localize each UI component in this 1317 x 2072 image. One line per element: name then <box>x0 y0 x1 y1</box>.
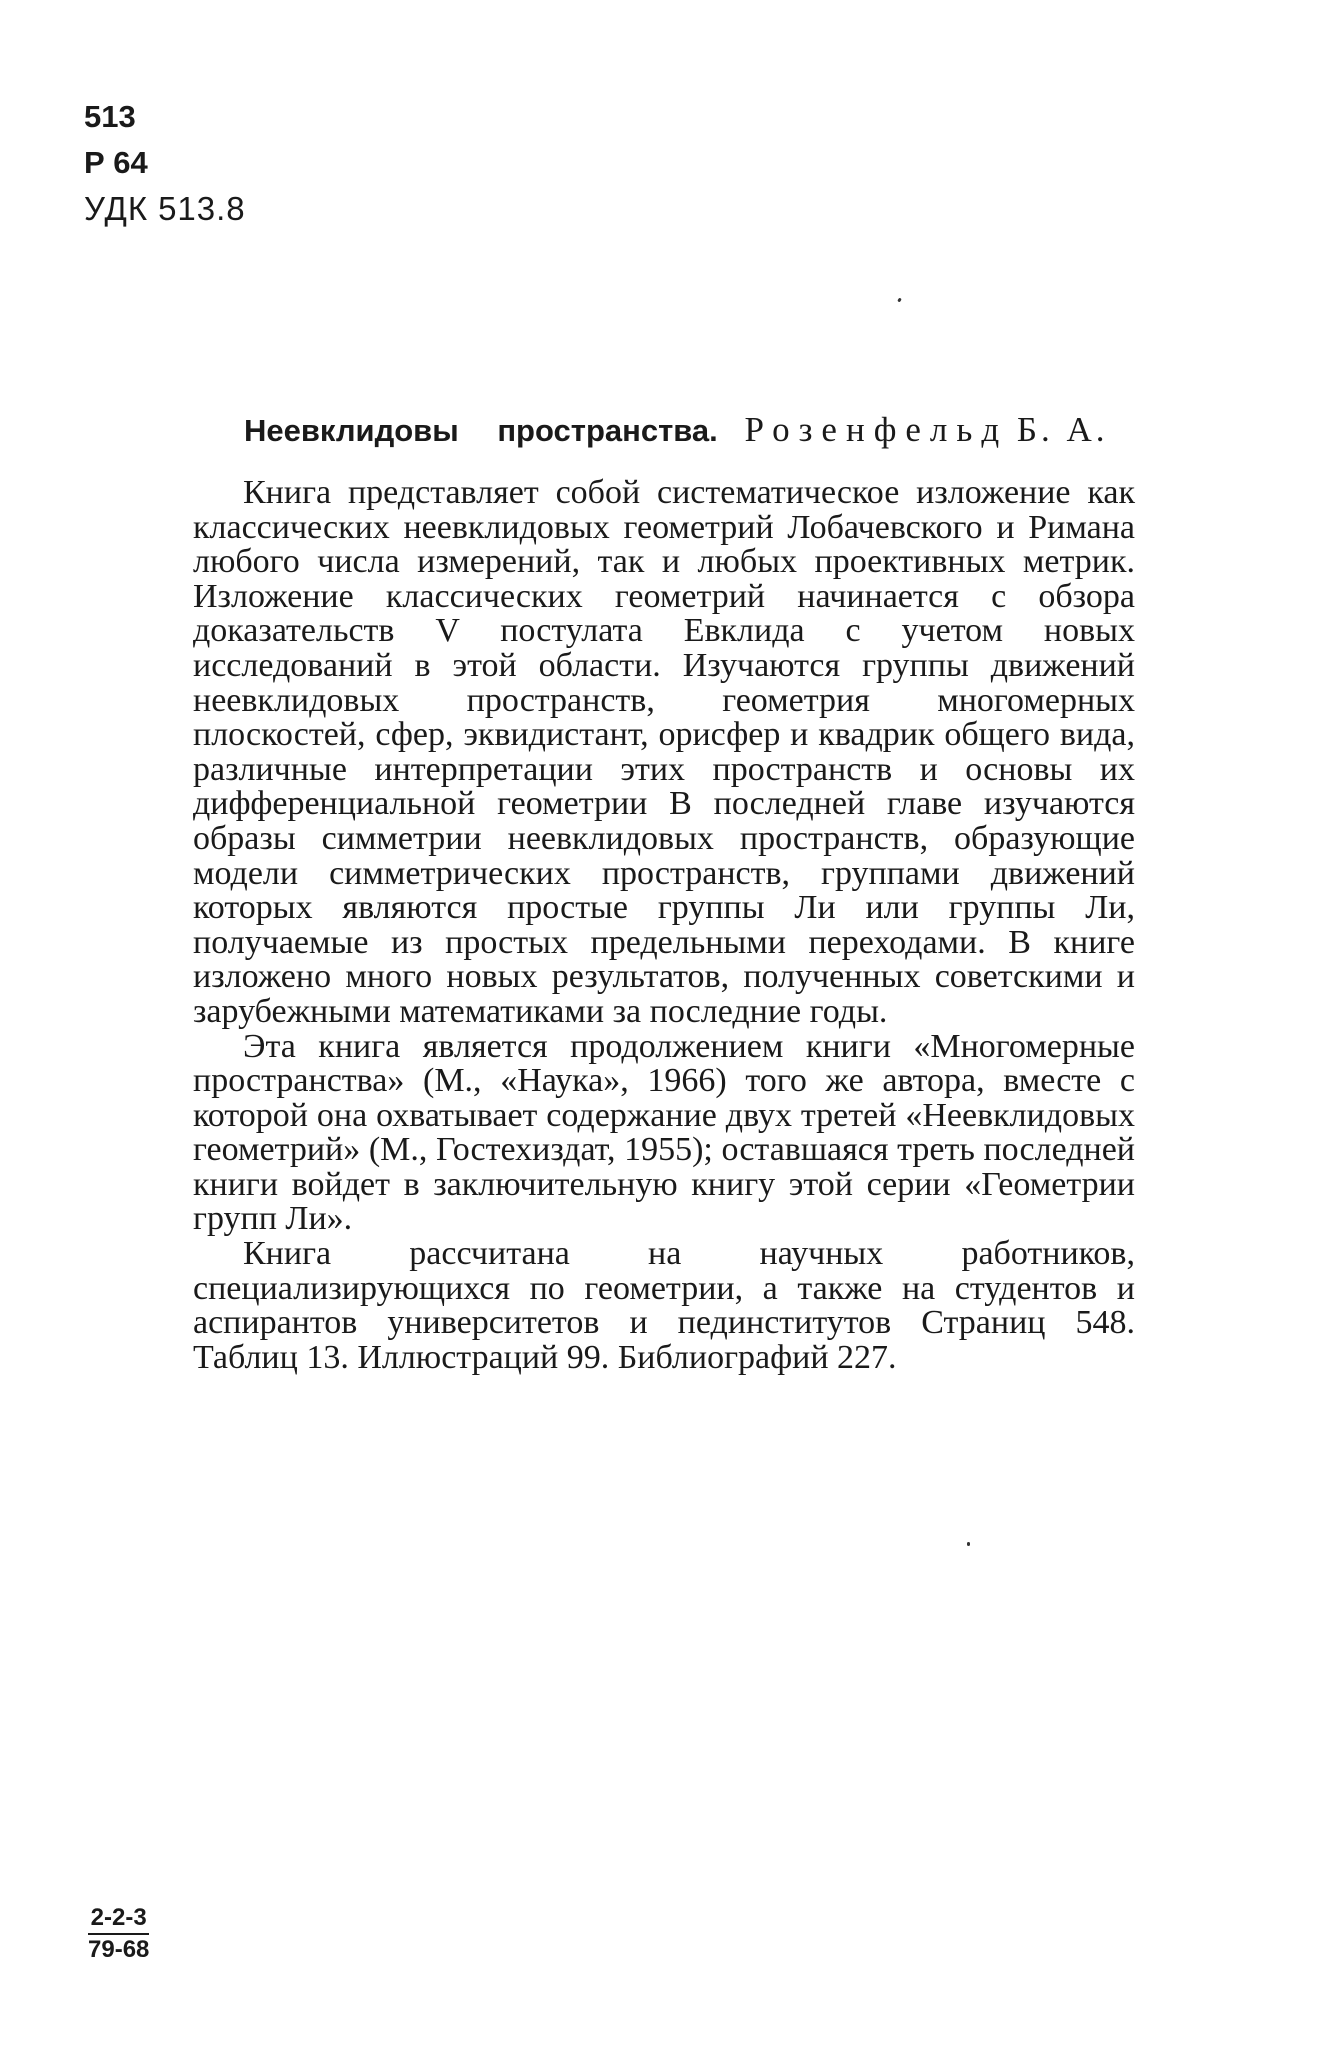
annotation-paragraph: Книга представляет собой систематическое изложение как классических неевклидовых геометрий Лобачевского и Римана любого числа измерений, так и любых проективных метрик. Изложение классических геометрий начинается с обзора доказательств V постулата Евклида с учетом новых исследований в этой области. Изучаются группы движений неевклидовых пространств, геометрия многомерных плоскостей, сфер, эквидистант, орисфер и квадрик общего вида, различные интерпретации этих пространств и основы их дифференциальной геометрии В последней главе изучаются образы симметрии неевклидовых пространств, образующие модели симметрических пространств, группами движений которых являются простые группы Ли или группы Ли, получаемые из простых предельными переходами. В книге изложено много новых результатов, полученных советскими и зарубежными математиками за последние годы. <box>193 474 1135 1030</box>
print-speck <box>967 1542 970 1546</box>
class-code-author: Р 64 <box>84 145 148 180</box>
class-code-main: 513 <box>84 99 136 134</box>
annotation-paragraph: Эта книга является продолжением книги «Многомерные пространства» (М., «Наука», 1966) того же автора, вместе с которой она охватывает содержание двух третей «Неевклидовых геометрий» (М., Гостехиздат, 1955); оставшаяся треть последней книги войдет в заключительную книгу этой серии «Геометрии групп Ли». <box>193 1027 1135 1238</box>
annotation-body <box>193 476 1135 1375</box>
author-surname: Розенфельд <box>744 410 1009 449</box>
udk-line <box>84 186 246 232</box>
book-title: Неевклидовы пространства. <box>244 413 718 448</box>
annotation-paragraph: Книга рассчитана на научных работников, специализирующихся по геометрии, а также на студентов и аспирантов университетов и пединститутов Страниц 548. Таблиц 13. Иллюстраций 99. Библиографий 227. <box>193 1235 1135 1376</box>
udk-label: УДК <box>84 190 149 227</box>
author-initial: Б. А. <box>1016 410 1109 449</box>
publisher-code-bottom: 79-68 <box>88 1936 150 1963</box>
udk-value: 513.8 <box>158 190 246 227</box>
classification-block <box>84 94 246 232</box>
annotation-heading <box>244 408 1144 453</box>
publisher-code <box>88 1904 149 1964</box>
publisher-code-top: 2-2-3 <box>88 1904 149 1935</box>
print-speck <box>897 298 902 303</box>
